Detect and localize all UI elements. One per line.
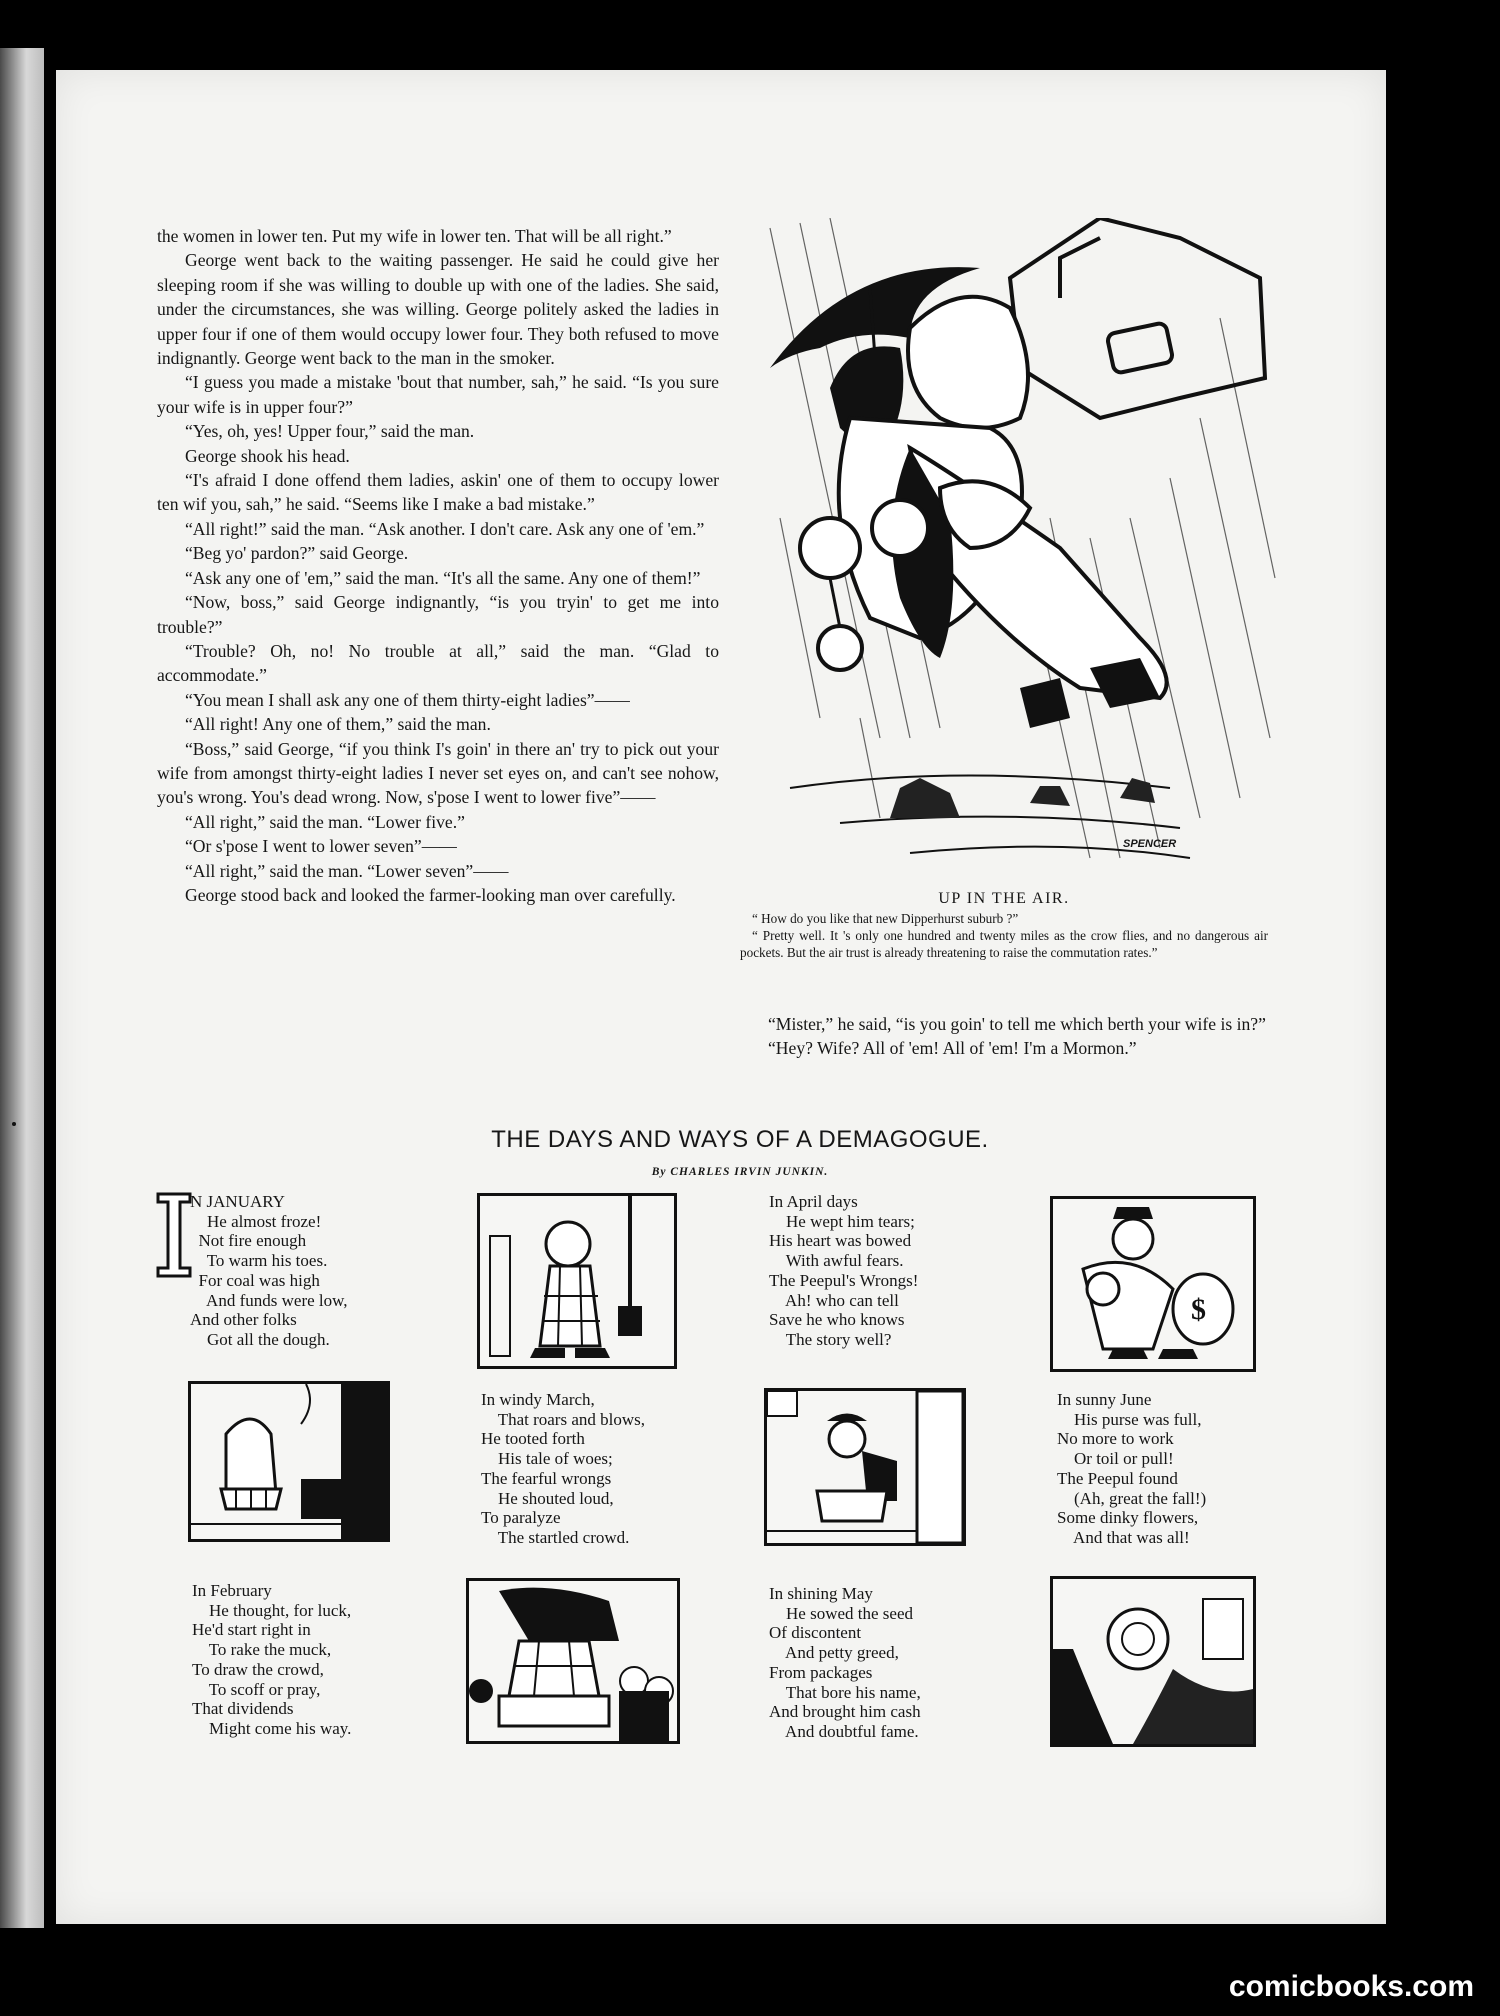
panel-february-illustration [466, 1578, 680, 1744]
caption-line: “ How do you like that new Dipperhurst suburb ?” [752, 911, 1019, 926]
panel-january-illustration [477, 1193, 677, 1369]
panel-may-illustration [1050, 1576, 1256, 1747]
story-paragraph: George shook his head. [185, 445, 350, 466]
story-paragraph: “Hey? Wife? All of 'em! All of 'em! I'm a Mormon.” [768, 1038, 1137, 1059]
cartoon-caption [740, 890, 1268, 961]
story-paragraph: “Beg yo' pardon?” said George. [185, 543, 409, 564]
story-paragraph: George stood back and looked the farmer-looking man over carefully. [185, 884, 676, 905]
story-paragraph: “All right!” said the man. “Ask another. I don't care. Ask any one of 'em.” [185, 518, 705, 539]
story-paragraph: “I's afraid I done offend them ladies, askin' one of them to occupy lower ten wif you, sah,” he said. “Seems like I make a bad mistake.” [157, 470, 719, 515]
stanza-may: In shining May He sowed the seed Of discontent And petty greed, From packages That bore his name, And brought him cash And doubtful fame. [769, 1584, 921, 1741]
story-paragraph: “Boss,” said George, “if you think I's goin' in there an' try to pick out your wife from amongst thirty-eight ladies I never set eyes on, and can't see nohow, you's wrong. You's dead wrong. Now, s'pose I went to lower five”—— [157, 738, 719, 808]
facing-page-edge [0, 48, 44, 1928]
story-paragraph: “All right! Any one of them,” said the man. [185, 714, 491, 735]
panel-june-illustration [764, 1388, 966, 1546]
stanza-june: In sunny June His purse was full, No more to work Or toil or pull! The Peepul found (Ah, great the fall!) Some dinky flowers, And that was all! [1057, 1390, 1207, 1547]
page-speck [12, 1122, 16, 1126]
story-paragraph: “You mean I shall ask any one of them thirty-eight ladies”—— [185, 689, 630, 710]
stanza-march: In windy March, That roars and blows, He tooted forth His tale of woes; The fearful wrongs He shouted loud, To paralyze The startled crowd. [481, 1390, 645, 1547]
story-right-column [740, 1012, 1290, 1061]
story-paragraph: “All right,” said the man. “Lower five.” [185, 811, 465, 832]
stanza-january: N JANUARY He almost froze! Not fire enough To warm his toes. For coal was high And funds were low, And other folks Got all the dough. [190, 1192, 348, 1349]
poem-title: THE DAYS AND WAYS OF A DEMAGOGUE. [491, 1126, 989, 1153]
story-paragraph: “All right,” said the man. “Lower seven”—— [185, 860, 509, 881]
caption-title: UP IN THE AIR. [938, 890, 1070, 907]
panel-april-illustration [1050, 1196, 1256, 1372]
site-watermark: comicbooks.com [1228, 1970, 1474, 2003]
story-paragraph: “Yes, oh, yes! Upper four,” said the man. [185, 421, 475, 442]
story-paragraph: “Now, boss,” said George indignantly, “is you tryin' to get me into trouble?” [157, 592, 719, 637]
story-paragraph: “Or s'pose I went to lower seven”—— [185, 836, 457, 857]
stanza-february: In February He thought, for luck, He'd start right in To rake the muck, To draw the crowd, To scoff or pray, That dividends Might come his way. [192, 1581, 352, 1738]
story-paragraph: George went back to the waiting passenger. He said he could give her sleeping room if she was willing to double up with one of the ladies. She said, under the circumstances, she was willing. George politely asked the ladies in upper four if one of them would occupy lower four. They both refused to move indignantly. George went back to the man in the smoker. [157, 250, 719, 369]
up-in-the-air-cartoon [760, 218, 1280, 893]
poem-byline: By CHARLES IRVIN JUNKIN. [651, 1166, 829, 1178]
stanza-april: In April days He wept him tears; His heart was bowed With awful fears. The Peepul's Wrongs! Ah! who can tell Save he who knows The story well? [769, 1192, 919, 1349]
svg-text:$: $ [1191, 1293, 1206, 1326]
panel-march-illustration [188, 1381, 390, 1542]
story-paragraph: “I guess you made a mistake 'bout that number, sah,” he said. “Is you sure your wife is in upper four?” [157, 372, 719, 417]
caption-line: “ Pretty well. It 's only one hundred and twenty miles as the crow flies, and no dangerous air pockets. But the air trust is already threatening to raise the commutation rates.” [740, 928, 1268, 960]
cartoonist-signature: SPENCER [1123, 838, 1177, 850]
cartoon-illustration [760, 218, 1280, 893]
story-paragraph: the women in lower ten. Put my wife in lower ten. That will be all right.” [157, 226, 672, 246]
story-paragraph: “Mister,” he said, “is you goin' to tell me which berth your wife is in?” [768, 1014, 1266, 1034]
story-left-column [157, 224, 719, 907]
story-paragraph: “Ask any one of 'em,” said the man. “It's all the same. Any one of them!” [185, 567, 701, 588]
story-paragraph: “Trouble? Oh, no! No trouble at all,” said the man. “Glad to accommodate.” [157, 640, 719, 686]
